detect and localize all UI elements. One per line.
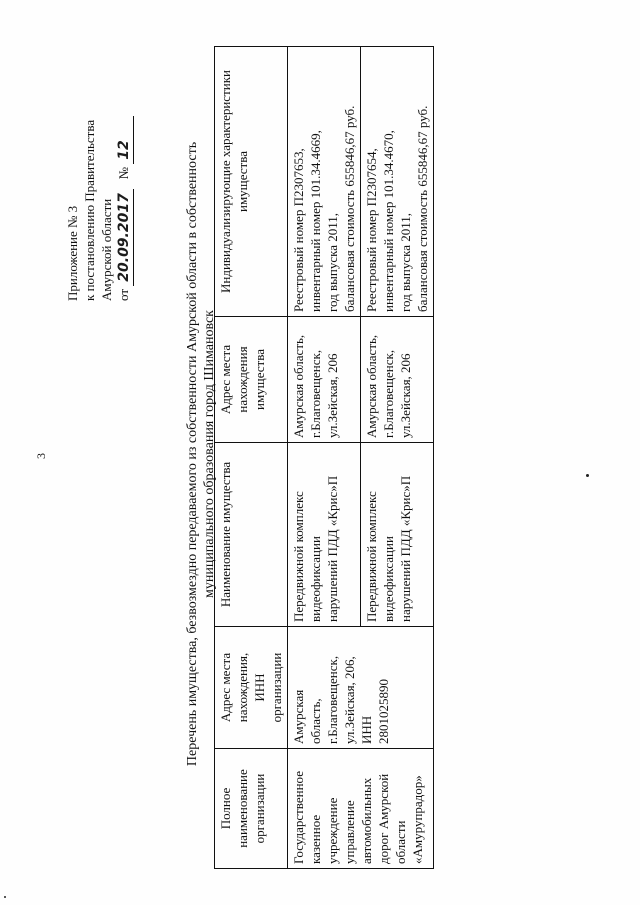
table-cell-property-address — [288, 317, 361, 443]
table-cell-org-name — [288, 749, 434, 869]
header-text: нахождения — [235, 346, 250, 413]
header-text: Адрес места — [218, 344, 233, 415]
cell-text: ул.Зейская, 206 — [398, 353, 413, 438]
header-text: наименование — [235, 769, 250, 848]
table-header-row — [215, 47, 288, 869]
cell-text: управление — [342, 800, 357, 864]
cell-text: Амурская область, — [291, 334, 306, 438]
table-cell-property-details — [288, 47, 361, 317]
cell-text: Передвижной комплекс — [291, 491, 306, 622]
cell-text: ИНН — [359, 715, 374, 744]
cell-text: инвентарный номер 101.34.4669, — [308, 130, 323, 312]
column-header-property-name — [215, 443, 288, 627]
cell-text: казенное — [308, 814, 323, 864]
column-header-property-details — [215, 47, 288, 317]
cell-text: видеофиксации — [381, 536, 396, 622]
cell-text: инвентарный номер 101.34.4670, — [381, 130, 396, 312]
cell-text: Амурская — [291, 689, 306, 744]
cell-text: г.Благовещенск, — [308, 349, 323, 438]
title-line: муниципального образования город Шимановск — [202, 310, 217, 599]
cell-text: г.Благовещенск, — [381, 349, 396, 438]
appendix-line: Приложение № 3 — [65, 205, 80, 301]
table-row — [288, 47, 361, 869]
cell-text: нарушений ПДД «Крис»П — [325, 475, 340, 622]
cell-text: «Амурупрадор» — [410, 775, 425, 864]
header-text: имущества — [252, 349, 267, 410]
cell-text: автомобильных — [359, 777, 374, 864]
cell-text: видеофиксации — [308, 536, 323, 622]
cell-text: балансовая стоимость 655846,67 руб. — [342, 105, 357, 312]
cell-text: области — [393, 820, 408, 864]
table-cell-property-address — [361, 317, 434, 443]
header-text: организации — [252, 773, 267, 844]
header-text: нахождения, — [235, 652, 250, 723]
appendix-line: к постановлению Правительства — [82, 119, 97, 301]
header-text: Наименование имущества — [218, 461, 233, 608]
cell-text: ул.Зейская, 206, — [342, 656, 357, 744]
handwritten-date: 20.09.2017 — [116, 189, 134, 286]
table-cell-property-details — [361, 47, 434, 317]
table-cell-org-address — [288, 627, 434, 749]
cell-text: ул.Зейская, 206 — [325, 353, 340, 438]
number-prefix: № — [116, 167, 131, 180]
cell-text: г.Благовещенск, — [325, 655, 340, 744]
cell-text: учреждение — [325, 797, 340, 864]
handwritten-number: 12 — [116, 116, 134, 164]
property-table — [214, 46, 434, 869]
appendix-line: Амурской области — [99, 198, 114, 301]
appendix-date-line — [115, 41, 134, 301]
title-line: Перечень имущества, безвозмездно передаваемого из собственности Амурской области в собственность — [185, 141, 200, 767]
document-title — [184, 43, 218, 865]
page-number: 3 — [34, 453, 48, 459]
header-text: Индивидуализирующие характеристики — [218, 70, 233, 294]
cell-text: 2801025890 — [376, 679, 391, 744]
cell-text: Реестровый номер П2307653, — [291, 148, 306, 312]
table-cell-property-name — [288, 443, 361, 627]
header-text: имущества — [235, 151, 250, 212]
column-header-property-address — [215, 317, 288, 443]
cell-text: год выпуска 2011, — [325, 212, 340, 312]
header-text: ИНН — [252, 673, 267, 702]
header-text: организации — [269, 652, 284, 723]
cell-text: дорог Амурской — [376, 773, 391, 864]
cell-text: Передвижной комплекс — [364, 491, 379, 622]
cell-text: нарушений ПДД «Крис»П — [398, 475, 413, 622]
cell-text: область, — [308, 698, 323, 744]
table-body — [288, 47, 434, 869]
header-text: Адрес места — [218, 652, 233, 723]
appendix-header — [64, 41, 134, 301]
cell-text: Реестровый номер П2307654, — [364, 148, 379, 312]
table-cell-property-name — [361, 443, 434, 627]
column-header-org-address — [215, 627, 288, 749]
cell-text: балансовая стоимость 655846,67 руб. — [415, 105, 430, 312]
cell-text: Амурская область, — [364, 334, 379, 438]
date-prefix: от — [116, 288, 131, 301]
cell-text: год выпуска 2011, — [398, 212, 413, 312]
column-header-org-name — [215, 749, 288, 869]
header-text: Полное — [218, 787, 233, 830]
cell-text: Государственное — [291, 771, 306, 864]
